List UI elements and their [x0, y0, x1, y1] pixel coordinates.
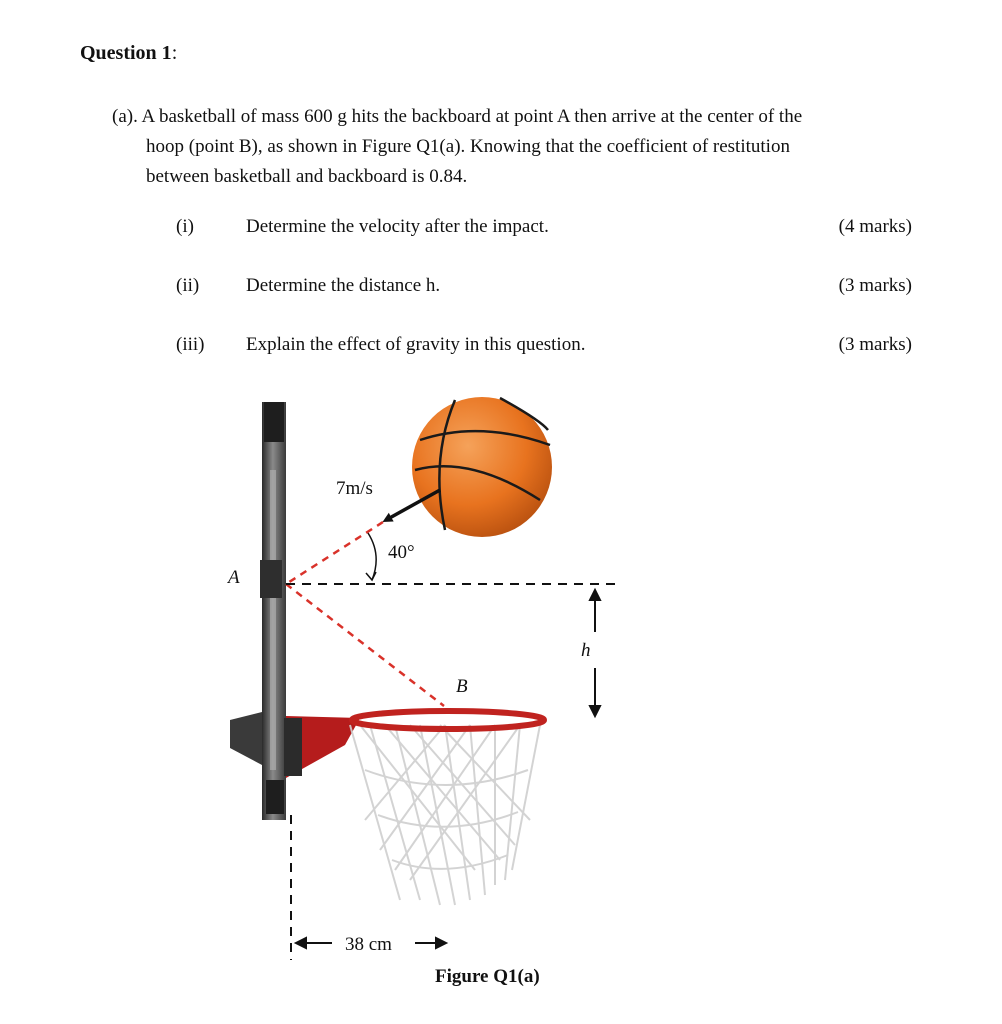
- question-title-text: Question 1: [80, 42, 172, 64]
- incoming-path: [286, 522, 383, 584]
- subquestion-number: (iii): [176, 334, 205, 355]
- rim-bracket: [230, 712, 360, 778]
- question-title: [80, 42, 177, 65]
- point-b-label: B: [456, 676, 468, 697]
- subquestion-marks: (3 marks): [838, 275, 912, 296]
- height-dimension: [590, 590, 600, 716]
- subquestion-number: (ii): [176, 275, 200, 296]
- subquestion-number: (i): [176, 216, 194, 237]
- part-a-statement: [112, 102, 912, 192]
- basketball-figure: [0, 380, 1002, 970]
- part-a-line-1: [112, 102, 912, 132]
- angle-label: 40°: [388, 542, 415, 563]
- hoop-rim: [352, 711, 544, 729]
- part-a-line-2: hoop (point B), as shown in Figure Q1(a). Knowing that the coefficient of restitution: [146, 136, 790, 157]
- backboard: [260, 402, 286, 820]
- subquestion-marks: (3 marks): [838, 334, 912, 355]
- velocity-label: 7m/s: [336, 478, 373, 499]
- subquestion-marks: (4 marks): [838, 216, 912, 237]
- subquestion-text: Determine the velocity after the impact.: [246, 216, 549, 237]
- rebound-path: [286, 584, 444, 706]
- part-a-label: (a).: [112, 106, 138, 127]
- height-label: h: [581, 640, 591, 661]
- basketball: [412, 397, 552, 537]
- point-a-label: A: [228, 567, 240, 588]
- basketball-net: [350, 725, 540, 905]
- part-a-line-3: between basketball and backboard is 0.84.: [146, 166, 468, 187]
- subquestion-text: Explain the effect of gravity in this question.: [246, 334, 586, 355]
- part-a-line-1-text: A basketball of mass 600 g hits the backboard at point A then arrive at the center of the: [141, 106, 803, 127]
- question-title-colon: :: [171, 42, 178, 64]
- figure-caption: Figure Q1(a): [435, 966, 540, 987]
- subquestion-text: Determine the distance h.: [246, 275, 441, 296]
- distance-label: 38 cm: [345, 934, 392, 955]
